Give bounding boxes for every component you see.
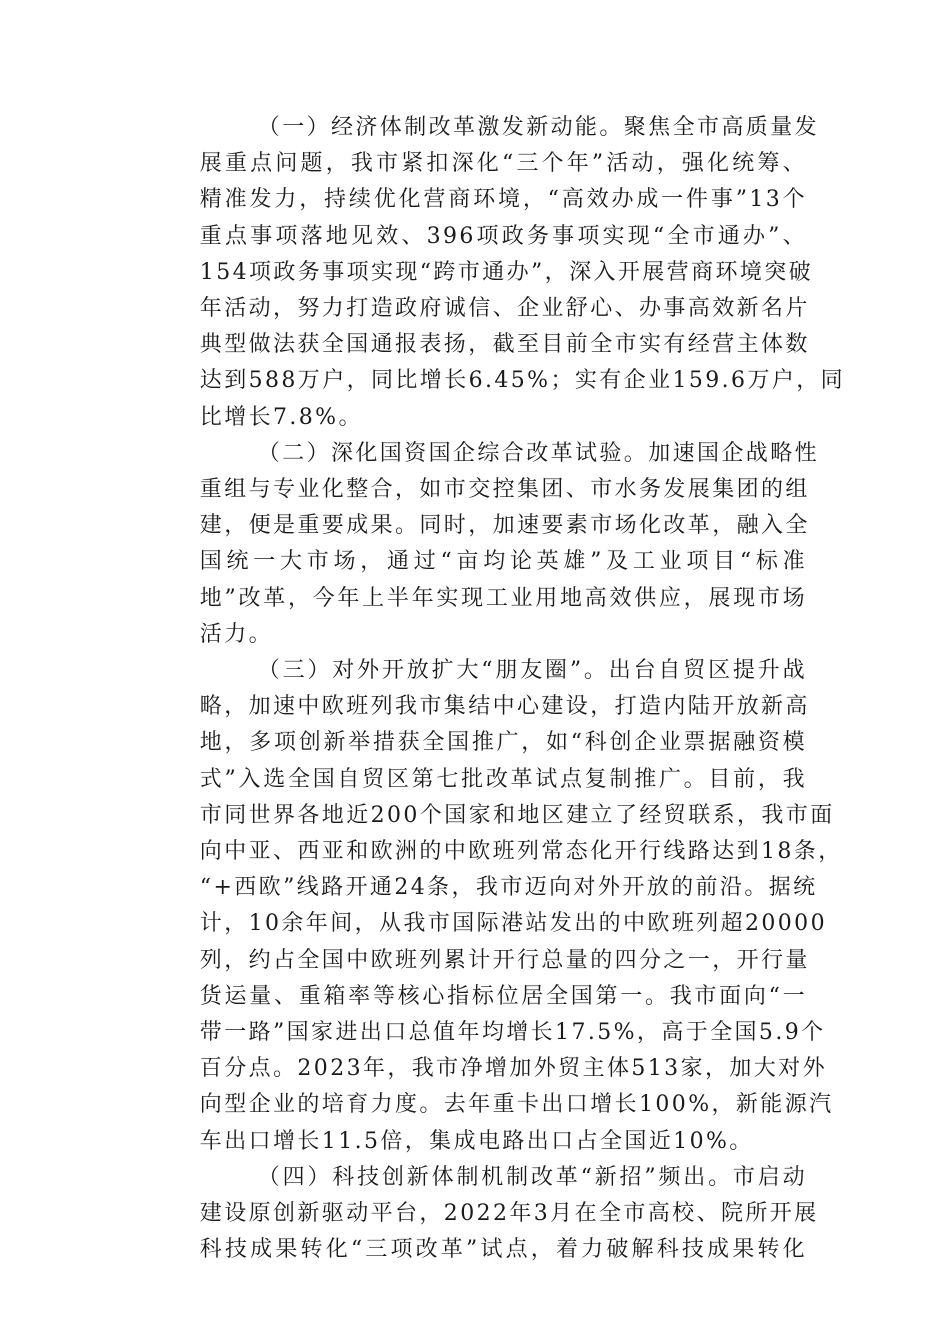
text-line: 比增长7.8%。	[199, 404, 363, 430]
text-line: 展重点问题，我市紧扣深化“三个年”活动，强化统筹、	[199, 151, 807, 177]
text-line: 向中亚、西亚和欧洲的中欧班列常态化开行线路达到18条，	[199, 839, 843, 865]
text-line: 科技成果转化“三项改革”试点，着力破解科技成果转化	[199, 1237, 807, 1263]
paragraph-opening-up	[147, 653, 843, 1160]
text-line: 年活动，努力打造政府诚信、企业舒心、办事高效新名片	[199, 296, 810, 322]
text-line: 略，加速中欧班列我市集结中心建设，打造内陆开放新高	[199, 694, 810, 720]
text-line: 精准发力，持续优化营商环境，“高效办成一件事”13个	[199, 187, 807, 213]
text-line: 向型企业的培育力度。去年重卡出口增长100%，新能源汽	[199, 1092, 834, 1118]
text-line: 154项政务事项实现“跨市通办”，深入开展营商环境突破	[199, 259, 814, 285]
text-line: 百分点。2023年，我市净增加外贸主体513家，加大对外	[199, 1056, 827, 1082]
text-line: 重组与专业化整合，如市交控集团、市水务发展集团的组	[199, 477, 810, 503]
text-line: 典型做法获全国通报表扬，截至目前全市实有经营主体数	[199, 332, 810, 358]
text-line: 计，10余年间，从我市国际港站发出的中欧班列超20000	[199, 911, 827, 937]
text-line: 活力。	[199, 621, 273, 647]
text-line: （三）对外开放扩大“朋友圈”。出台自贸区提升战	[257, 658, 807, 684]
text-line: 地，多项创新举措获全国推广，如“科创企业票据融资模	[199, 730, 807, 756]
text-line: 国统一大市场，通过“亩均论英雄”及工业项目“标准	[199, 549, 807, 575]
text-line: 带一路”国家进出口总值年均增长17.5%，高于全国5.9个	[199, 1020, 826, 1046]
document-page	[147, 110, 846, 1269]
paragraph-economic-reform	[147, 110, 846, 436]
text-line: 车出口增长11.5倍，集成电路出口占全国近10%。	[199, 1128, 754, 1154]
text-line: 市同世界各地近200个国家和地区建立了经贸联系，我市面	[199, 802, 835, 828]
text-line: “+西欧”线路开通24条，我市迈向对外开放的前沿。据统	[199, 875, 818, 901]
paragraph-tech-innovation	[147, 1160, 819, 1269]
text-line: 列，约占全国中欧班列累计开行总量的四分之一，开行量	[199, 947, 810, 973]
text-line: （一）经济体制改革激发新动能。聚焦全市高质量发	[257, 115, 819, 140]
text-line: （二）深化国资国企综合改革试验。加速国企战略性	[257, 440, 819, 466]
text-line: 达到588万户，同比增长6.45%；实有企业159.6万户，同	[199, 368, 846, 394]
text-line: 重点事项落地见效、396项政务事项实现“全市通办”、	[199, 223, 807, 249]
text-line: 地”改革，今年上半年实现工业用地高效供应，展现市场	[199, 585, 807, 611]
text-line: 货运量、重箱率等核心指标位居全国第一。我市面向“一	[199, 983, 807, 1009]
text-line: （四）科技创新体制机制改革“新招”频出。市启动	[257, 1164, 807, 1190]
text-line: 建设原创新驱动平台，2022年3月在全市高校、院所开展	[199, 1201, 819, 1227]
text-line: 建，便是重要成果。同时，加速要素市场化改革，融入全	[199, 513, 810, 539]
text-line: 式”入选全国自贸区第七批改革试点复制推广。目前，我	[199, 766, 807, 792]
paragraph-soe-reform	[147, 436, 819, 653]
